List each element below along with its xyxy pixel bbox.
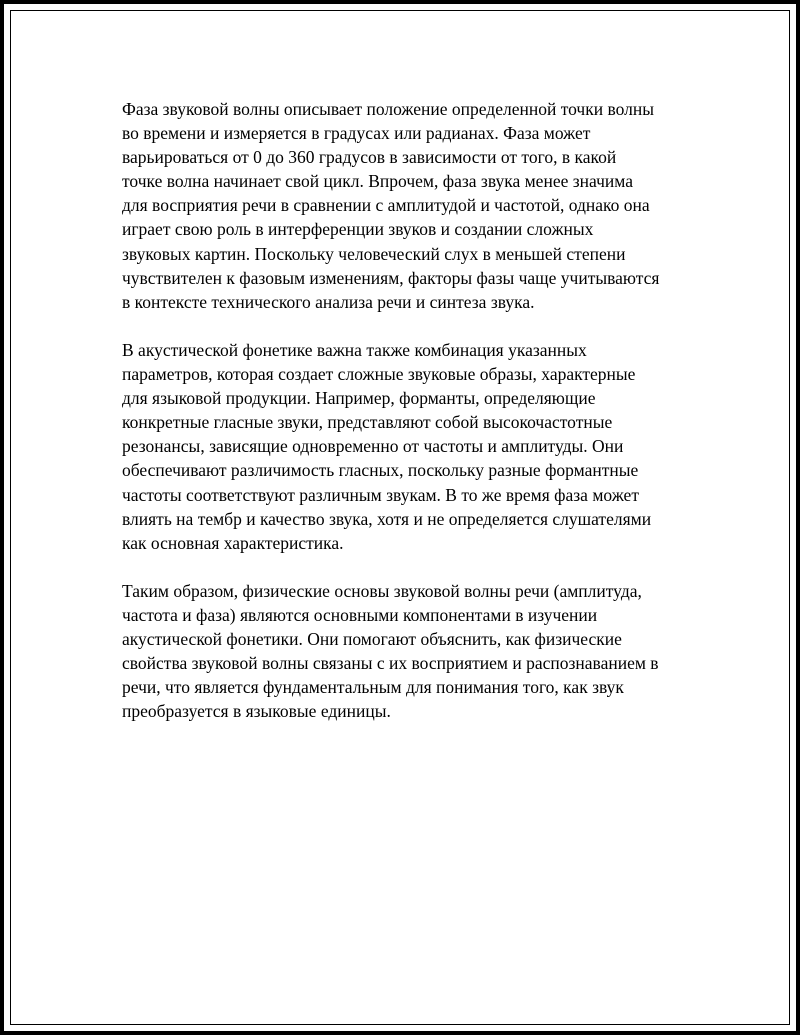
text-line: конкретные гласные звуки, представляют собой высокочастотные <box>122 412 613 433</box>
text-line: точке волна начинает свой цикл. Впрочем, фаза звука менее значима <box>122 171 633 192</box>
document-body <box>122 97 702 748</box>
text-line: варьироваться от 0 до 360 градусов в зависимости от того, в какой <box>122 147 617 168</box>
text-line: в контексте технического анализа речи и синтеза звука. <box>122 291 535 312</box>
text-line: Фаза звуковой волны описывает положение определенной точки волны <box>122 99 654 119</box>
text-line: В акустической фонетике важна также комбинация указанных <box>122 339 587 360</box>
paragraph-2 <box>122 338 702 555</box>
text-line: речи, что является фундаментальным для понимания того, как звук <box>122 677 624 698</box>
text-line: влиять на тембр и качество звука, хотя и не определяется слушателями <box>122 508 652 529</box>
text-line: преобразуется в языковые единицы. <box>122 701 391 722</box>
text-line: звуковых картин. Поскольку человеческий слух в меньшей степени <box>122 243 626 264</box>
text-line: акустической фонетики. Они помогают объяснить, как физические <box>122 629 622 650</box>
text-line: обеспечивают различимость гласных, поскольку разные формантные <box>122 460 639 481</box>
text-line: частота и фаза) являются основными компонентами в изучении <box>122 604 598 625</box>
text-line: играет свою роль в интерференции звуков и создании сложных <box>122 219 594 240</box>
text-line: во времени и измеряется в градусах или радианах. Фаза может <box>122 123 591 144</box>
text-line: Таким образом, физические основы звуковой волны речи (амплитуда, <box>122 580 642 601</box>
text-line: частоты соответствуют различным звукам. В то же время фаза может <box>122 484 639 505</box>
paragraph-1 <box>122 97 702 314</box>
text-line: резонансы, зависящие одновременно от частоты и амплитуды. Они <box>122 436 624 457</box>
text-line: свойства звуковой волны связаны с их восприятием и распознаванием в <box>122 653 659 674</box>
text-line: чувствителен к фазовым изменениям, факторы фазы чаще учитываются <box>122 267 660 288</box>
text-line: для восприятия речи в сравнении с амплитудой и частотой, однако она <box>122 195 650 216</box>
text-line: параметров, которая создает сложные звуковые образы, характерные <box>122 364 636 385</box>
paragraph-3 <box>122 579 702 724</box>
text-line: как основная характеристика. <box>122 532 344 553</box>
text-line: для языковой продукции. Например, форманты, определяющие <box>122 388 596 409</box>
